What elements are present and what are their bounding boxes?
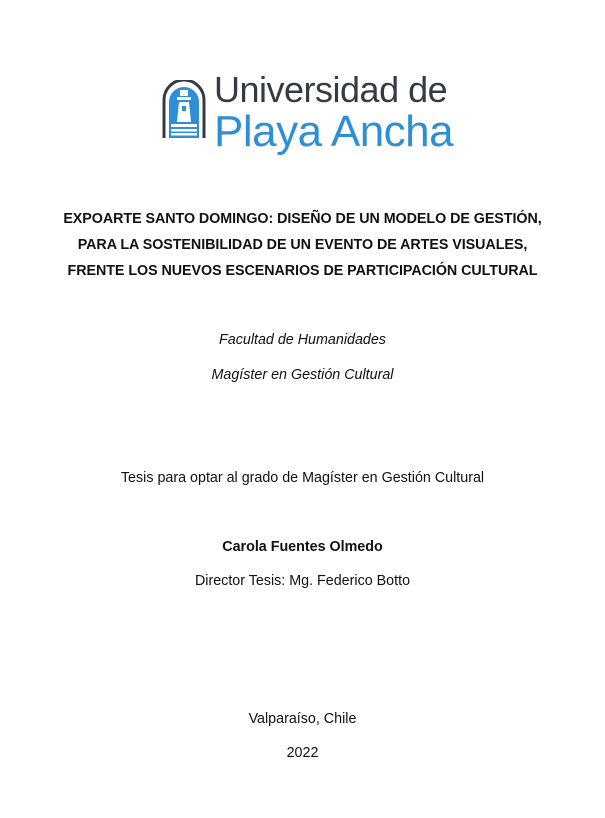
thesis-director: Director Tesis: Mg. Federico Botto (194, 573, 411, 589)
thesis-title-line3: FRENTE LOS NUEVOS ESCENARIOS DE PARTICIPACIÓN CULTURAL (67, 263, 538, 279)
thesis-title (40, 206, 565, 284)
faculty-name: Facultad de Humanidades (219, 332, 386, 348)
thesis-statement: Tesis para optar al grado de Magíster en Gestión Cultural (120, 470, 485, 486)
logo-wordmark-line1: Universidad de (214, 69, 448, 110)
city: Valparaíso, Chile (248, 711, 357, 727)
logo-wordmark-line2: Playa Ancha (214, 107, 454, 156)
year: 2022 (286, 745, 319, 761)
logo-wordmark (214, 69, 459, 156)
thesis-title-line2: PARA LA SOSTENIBILIDAD DE UN EVENTO DE ARTES VISUALES, (77, 237, 528, 253)
university-logo (160, 69, 460, 157)
thesis-title-line1: EXPOARTE SANTO DOMINGO: DISEÑO DE UN MODELO DE GESTIÓN, (63, 211, 542, 227)
program-name: Magíster en Gestión Cultural (211, 367, 394, 383)
author-name: Carola Fuentes Olmedo (222, 539, 383, 555)
lighthouse-emblem-icon (160, 80, 208, 140)
